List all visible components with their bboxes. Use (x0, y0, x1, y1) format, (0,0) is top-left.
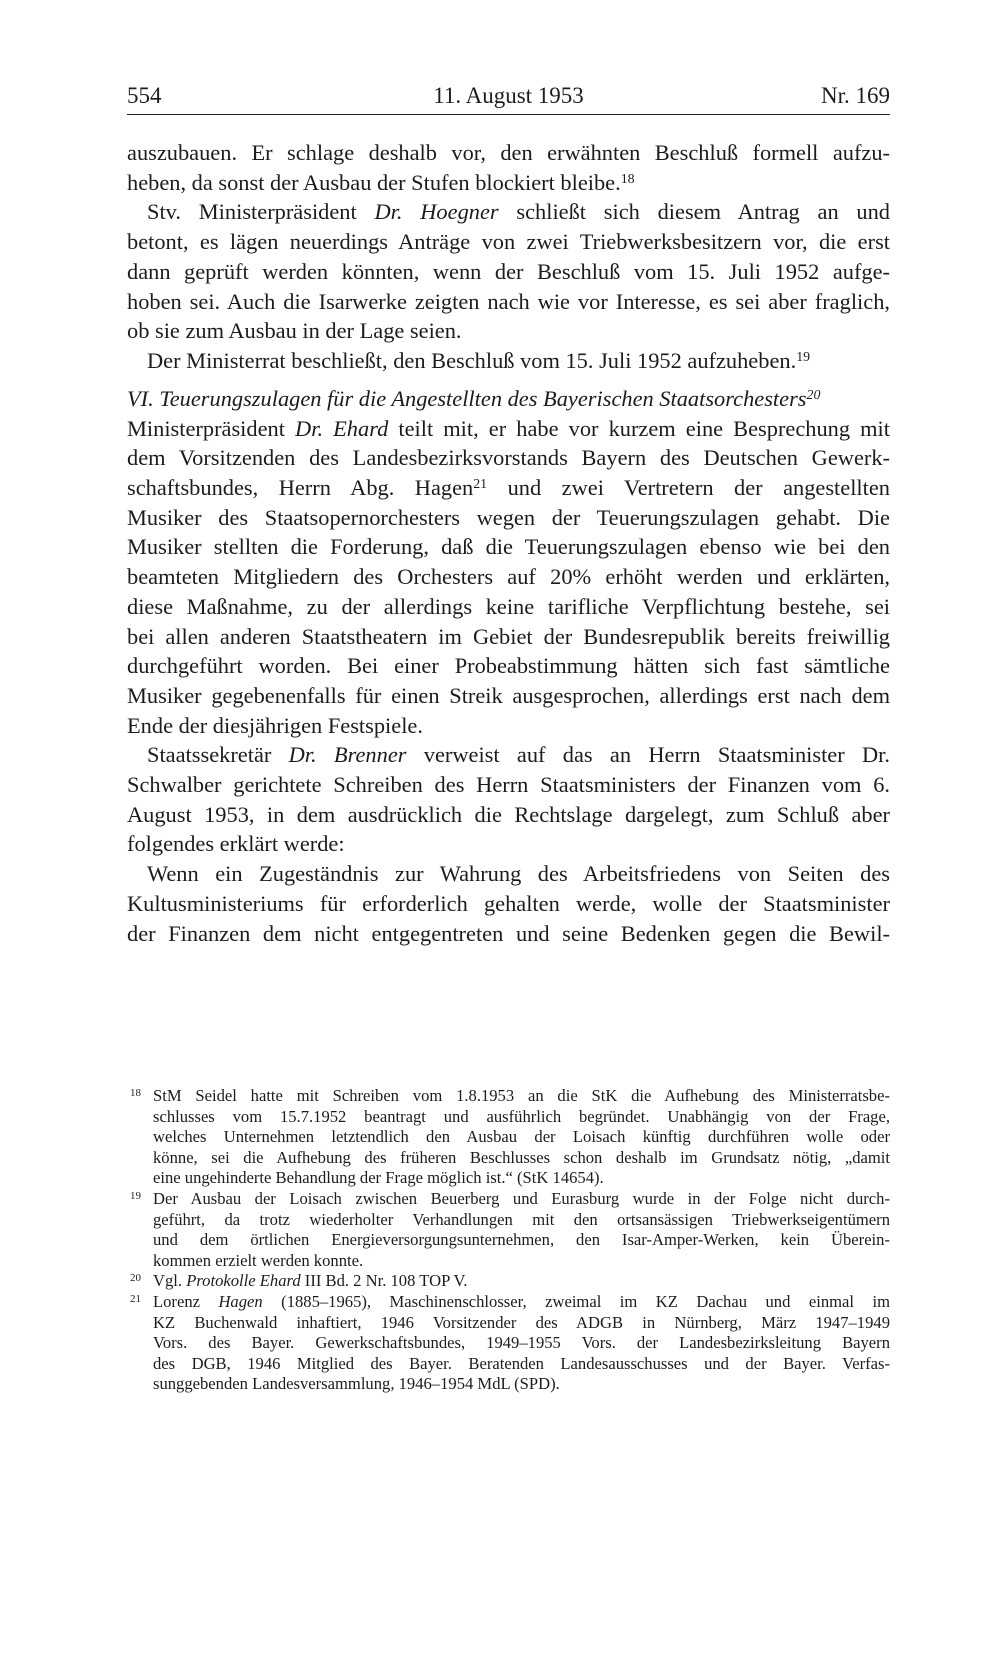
text-line: Staatssekretär Dr. Brenner verweist auf das an Herrn Staatsminister Dr. (147, 742, 890, 768)
section-heading: VI. Teuerungszulagen für die Angestellten des Bayerischen Staatsorchesters$^{20}$ (127, 385, 821, 411)
paragraph-1 (127, 138, 890, 197)
footnote-line: Vors. des Bayer. Gewerkschaftsbundes, 1949–1955 Vors. der Landesbezirksleitung Bayern (153, 1333, 890, 1353)
page-number: 554 (127, 83, 162, 108)
text-line: August 1953, in dem ausdrücklich die Rechtslage dargelegt, zum Schluß aber (127, 801, 890, 827)
text-line: Schwalber gerichtete Schreiben des Herrn Staatsministers der Finanzen vom 6. (127, 772, 890, 798)
text-line: dann geprüft werden könnten, wenn der Beschluß vom 15. Juli 1952 aufge- (127, 258, 890, 284)
footnote-line: welches Unternehmen letztendlich den Ausbau der Loisach künftig durchführen wolle oder (153, 1127, 890, 1147)
text-line: dem Vorsitzenden des Landesbezirksvorstands Bayern des Deutschen Gewerk- (127, 445, 890, 471)
text-line: betont, es lägen neuerdings Anträge von zwei Triebwerksbesitzern vor, die erst (127, 229, 890, 255)
footnote-19 (127, 1189, 890, 1271)
text-line: diese Maßnahme, zu der allerdings keine tarifliche Verpflichtung bestehe, sei (127, 593, 890, 619)
text-line: Musiker des Staatsopernorchesters wegen der Teuerungszulagen gehabt. Die (127, 504, 890, 530)
text-line: auszubauen. Er schlage deshalb vor, den erwähnten Beschluß formell aufzu- (127, 140, 890, 165)
speaker-name: Dr. Brenner (288, 742, 407, 768)
protocol-number: Nr. 169 (821, 83, 890, 108)
paragraph-5 (127, 740, 890, 859)
text-line: ob sie zum Ausbau in der Lage seien. (127, 318, 462, 344)
text-line: der Finanzen dem nicht entgegentreten und seine Bedenken gegen die Bewil- (127, 920, 890, 946)
footnote-number: 21 (130, 1292, 141, 1305)
text-line: beamteten Mitgliedern des Orchesters auf 20% erhöht werden und erklärten, (127, 564, 890, 590)
footnote-number: 19 (130, 1189, 141, 1202)
footnote-line: kommen erzielt werden konnte. (153, 1250, 364, 1270)
text-line: Wenn ein Zugeständnis zur Wahrung des Arbeitsfriedens von Seiten des (147, 861, 890, 887)
footnote-line: Lorenz Hagen (1885–1965), Maschinenschlosser, zweimal im KZ Dachau und einmal im (153, 1291, 890, 1311)
text-line: bei allen anderen Staatstheatern im Gebiet der Bundesrepublik bereits freiwillig (127, 623, 890, 649)
footnote-number: 18 (130, 1087, 141, 1099)
text-line: Ministerpräsident Dr. Ehard teilt mit, er habe vor kurzem eine Besprechung mit (127, 415, 891, 441)
footnote-line: Vgl. Protokolle Ehard III Bd. 2 Nr. 108 TOP V. (153, 1271, 468, 1291)
text-line: Musiker stellten die Forderung, daß die Teuerungszulagen ebenso wie bei den (127, 534, 890, 560)
paragraph-2 (127, 197, 890, 346)
text-line: hoben sei. Auch die Isarwerke zeigten nach wie vor Interesse, es sei aber fraglich, (127, 288, 890, 314)
paragraph-6 (127, 859, 890, 948)
text-line: Ende der diesjährigen Festspiele. (127, 712, 423, 738)
footnote-18 (127, 1086, 890, 1189)
footnote-ref-20[interactable]: 20 (806, 387, 821, 403)
footnote-ref-19[interactable]: 19 (796, 349, 811, 365)
speaker-name: Dr. Hoegner (374, 199, 499, 225)
paragraph-4 (127, 414, 890, 741)
footnote-line: Der Ausbau der Loisach zwischen Beuerberg und Eurasburg wurde in der Folge nicht durch- (153, 1188, 890, 1208)
footnote-line: StM Seidel hatte mit Schreiben vom 1.8.1953 an die StK die Aufhebung des Ministerratsbe- (153, 1086, 890, 1105)
text-line: Stv. Ministerpräsident Dr. Hoegner schließt sich diesem Antrag an und (147, 199, 890, 225)
person-name: Hagen (218, 1291, 263, 1311)
text-line: Musiker gegebenenfalls für einen Streik ausgesprochen, allerdings erst nach dem (127, 682, 890, 708)
footnotes (127, 1086, 890, 1395)
text-line: heben, da sonst der Ausbau der Stufen blockiert bleibe.$^{18}$ (127, 169, 635, 195)
footnote-line: und dem örtlichen Energieversorgungsunternehmen, den Isar-Amper-Werken, kein Überein- (153, 1230, 890, 1250)
text-line: Der Ministerrat beschließt, den Beschluß vom 15. Juli 1952 aufzuheben.$^{19}$ (147, 347, 811, 373)
footnote-line: schlusses vom 15.7.1952 beantragt und ausführlich begründet. Unabhängig von der Frage, (153, 1106, 890, 1126)
footnote-line: eine ungehinderte Behandlung der Frage möglich ist.“ (StK 14654). (153, 1168, 604, 1188)
running-header (127, 80, 890, 115)
main-text (127, 138, 890, 948)
text-line: durchgeführt worden. Bei einer Probeabstimmung hätten sich fast sämtliche (127, 653, 890, 679)
speaker-name: Dr. Ehard (295, 415, 389, 441)
text-line: Kultusministeriums für erforderlich gehalten werde, wolle der Staatsminister (127, 890, 890, 916)
footnote-21 (127, 1292, 890, 1395)
footnote-line: sunggebenden Landesversammlung, 1946–1954 MdL (SPD). (153, 1374, 560, 1394)
text-line: folgendes erklärt werde: (127, 831, 345, 857)
footnote-line: des DGB, 1946 Mitglied des Bayer. Beratenden Landesausschusses und der Bayer. Verfas- (153, 1353, 890, 1373)
paragraph-3 (127, 346, 890, 376)
text-line: schaftsbundes, Herrn Abg. Hagen$^{21}$ und zwei Vertretern der angestellten (127, 475, 891, 501)
citation-title: Protokolle Ehard (186, 1271, 301, 1291)
footnote-ref-18[interactable]: 18 (620, 171, 635, 187)
footnote-number: 20 (130, 1272, 141, 1285)
footnote-ref-21[interactable]: 21 (473, 477, 488, 493)
footnote-line: geführt, da trotz wiederholter Verhandlungen mit den ortsansässigen Triebwerkseigentümern (153, 1209, 890, 1229)
footnote-line: KZ Buchenwald inhaftiert, 1946 Vorsitzender des ADGB in Nürnberg, März 1947–1949 (153, 1312, 890, 1332)
footnote-20 (127, 1271, 890, 1292)
header-date: 11. August 1953 (433, 83, 584, 108)
footnote-line: könne, sei die Aufhebung des früheren Beschlusses schon deshalb im Grundsatz nötig, „damit (153, 1147, 890, 1167)
